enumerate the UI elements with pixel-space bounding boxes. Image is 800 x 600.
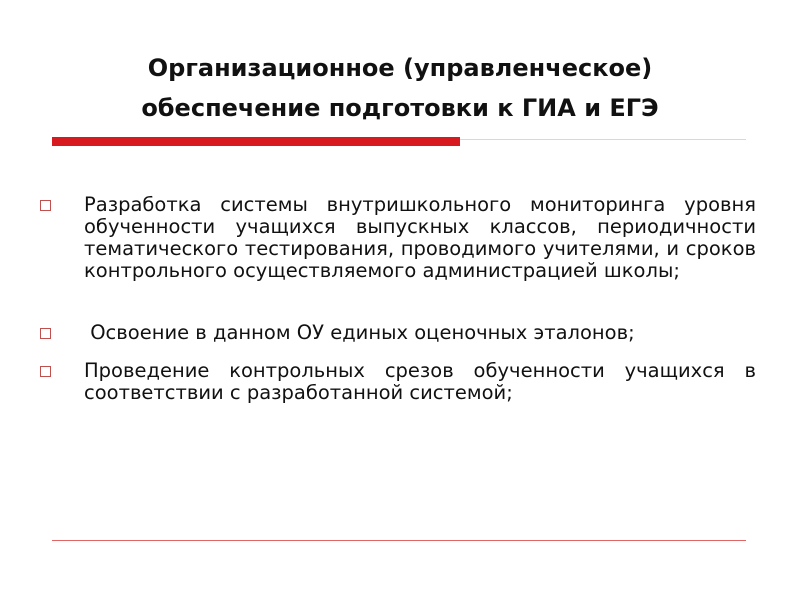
bottom-rule bbox=[52, 540, 746, 541]
bullet-text: Освоение в данном ОУ единых оценочных эталонов; bbox=[84, 321, 635, 344]
title-line-2: обеспечение подготовки к ГИА и ЕГЭ bbox=[141, 94, 659, 122]
bullet-item bbox=[36, 360, 756, 404]
bullet-item bbox=[36, 322, 756, 344]
square-bullet-icon bbox=[40, 328, 51, 339]
title-line-1: Организационное (управленческое) bbox=[147, 54, 653, 82]
slide-title bbox=[40, 48, 760, 128]
square-bullet-icon bbox=[40, 366, 51, 377]
bullet-list bbox=[36, 194, 756, 404]
bullet-text: Разработка системы внутришкольного мониторинга уровня обученности учащихся выпускных классов, периодичности тематического тестирования, проводимого учителями, и сроков контрольного осуществляемого администрацией школы; bbox=[84, 193, 756, 282]
bullet-text: Проведение контрольных срезов обученности учащихся в соответствии с разработанной системой; bbox=[84, 359, 756, 404]
title-accent-bar bbox=[52, 137, 460, 146]
square-bullet-icon bbox=[40, 200, 51, 211]
bullet-item bbox=[36, 194, 756, 282]
